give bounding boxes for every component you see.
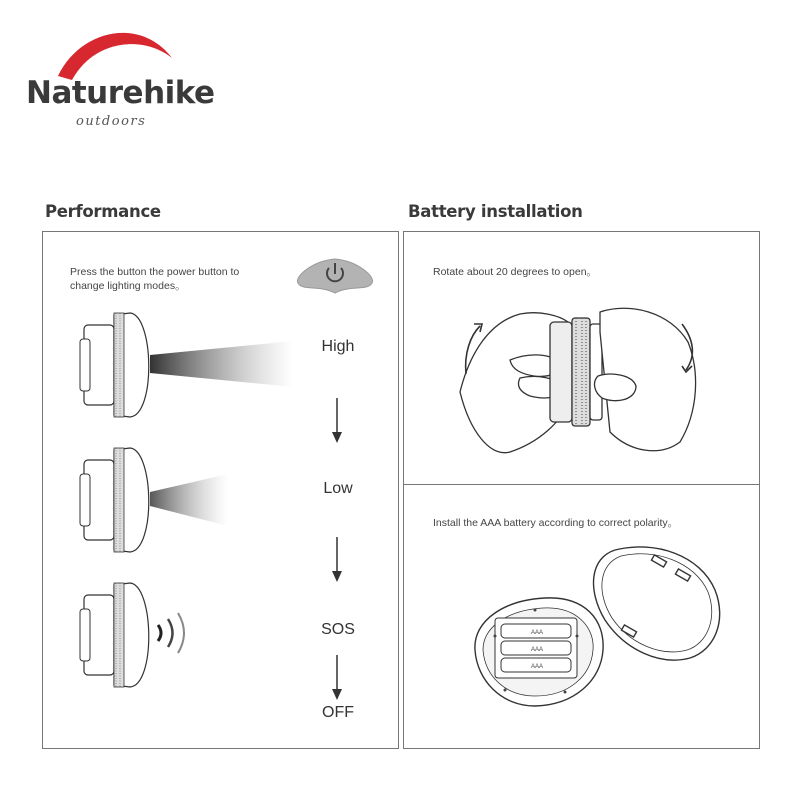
- instruction-line-1: Press the button the power button to: [70, 266, 240, 278]
- arrow-down-icon: [330, 655, 344, 701]
- mode-high-label: High: [321, 338, 355, 355]
- brand-tagline: outdoors: [76, 114, 147, 129]
- lamp-low-illustration: [78, 440, 308, 560]
- battery-compartment-illustration: [465, 540, 735, 725]
- arrow-down-icon: [330, 537, 344, 583]
- battery-cell-label: AAA: [531, 630, 544, 636]
- logo-arc-icon: [50, 22, 210, 82]
- instruction-line-2: change lighting modes。: [70, 280, 186, 292]
- sos-signal-icon: [158, 613, 184, 653]
- battery-cell-label: AAA: [531, 664, 544, 670]
- performance-instruction: [70, 265, 239, 293]
- power-button[interactable]: [292, 255, 378, 295]
- battery-panel-divider: [403, 484, 760, 485]
- hands-rotate-illustration: [450, 292, 710, 462]
- performance-title: Performance: [45, 202, 161, 221]
- arrow-down-icon: [330, 398, 344, 444]
- brand-name: Naturehike: [26, 75, 215, 111]
- battery-cell-label: AAA: [531, 647, 544, 653]
- battery-step2-text: Install the AAA battery according to correct polarity。: [433, 517, 679, 529]
- battery-step1-text: Rotate about 20 degrees to open。: [433, 266, 598, 278]
- battery-title: Battery installation: [408, 202, 583, 221]
- mode-off-label: OFF: [322, 704, 354, 721]
- mode-low-label: Low: [323, 480, 353, 497]
- lamp-sos-illustration: [78, 575, 308, 695]
- mode-sos-label: SOS: [321, 621, 355, 638]
- lamp-high-illustration: [78, 305, 308, 425]
